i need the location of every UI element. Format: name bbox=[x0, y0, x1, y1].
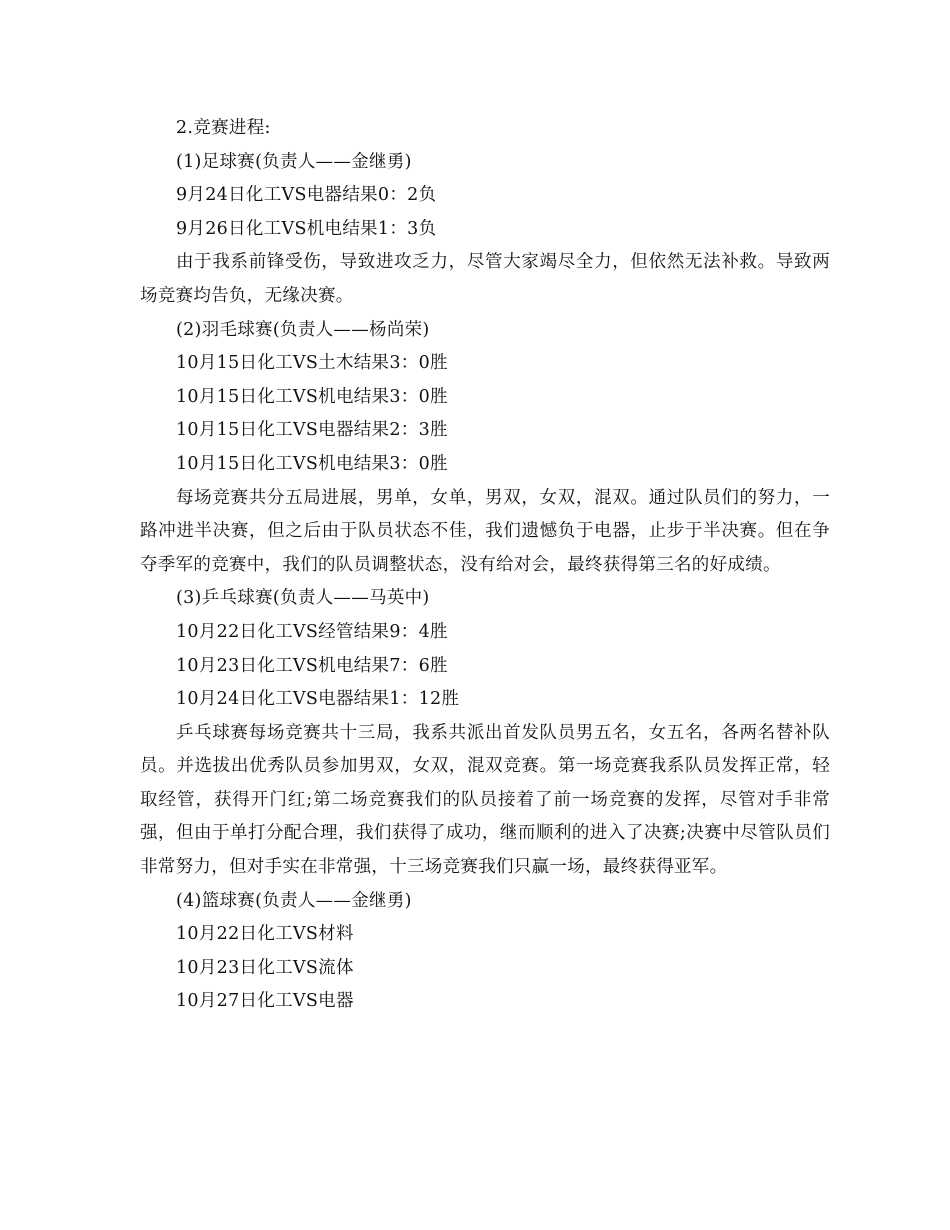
football-heading: (1)足球赛(负责人——金继勇) bbox=[176, 151, 412, 172]
table-tennis-summary: 乒乓球赛每场竞赛共十三局，我系共派出首发队员男五名，女五名，各两名替补队员。并选拔出优秀队员参加男双，女双，混双竞赛。第一场竞赛我系队员发挥正常，轻取经管，获得开门红;第二场竞赛我们的队员接着了前一场竞赛的发挥，尽管对手非常强，但由于单打分配合理，我们获得了成功，继而顺利的进入了决赛;决赛中尽管队员们非常努力，但对手实在非常强，十三场竞赛我们只赢一场，最终获得亚军。 bbox=[140, 722, 830, 878]
badminton-result: 10月15日化工VS机电结果3：0胜 bbox=[176, 386, 448, 407]
table-tennis-result: 10月23日化工VS机电结果7：6胜 bbox=[176, 655, 448, 676]
basketball-match: 10月22日化工VS材料 bbox=[176, 924, 354, 945]
badminton-result: 10月15日化工VS电器结果2：3胜 bbox=[176, 420, 448, 441]
document-body bbox=[140, 112, 830, 1019]
basketball-heading: (4)篮球赛(负责人——金继勇) bbox=[176, 890, 412, 911]
table-tennis-result: 10月22日化工VS经管结果9：4胜 bbox=[176, 621, 448, 642]
football-result: 9月24日化工VS电器结果0：2负 bbox=[176, 185, 437, 206]
football-summary: 由于我系前锋受伤，导致进攻乏力，尽管大家竭尽全力，但依然无法补救。导致两场竞赛均告负，无缘决赛。 bbox=[140, 252, 830, 306]
table-tennis-result: 10月24日化工VS电器结果1：12胜 bbox=[176, 689, 460, 710]
table-tennis-heading: (3)乒乓球赛(负责人——马英中) bbox=[176, 588, 430, 609]
badminton-result: 10月15日化工VS土木结果3：0胜 bbox=[176, 353, 448, 374]
badminton-result: 10月15日化工VS机电结果3：0胜 bbox=[176, 453, 448, 474]
section-heading: 2.竞赛进程: bbox=[176, 118, 271, 138]
basketball-match: 10月23日化工VS流体 bbox=[176, 957, 354, 978]
basketball-match: 10月27日化工VS电器 bbox=[176, 991, 354, 1012]
badminton-heading: (2)羽毛球赛(负责人——杨尚荣) bbox=[176, 319, 430, 340]
football-result: 9月26日化工VS机电结果1：3负 bbox=[176, 218, 437, 239]
badminton-summary: 每场竞赛共分五局进展，男单，女单，男双，女双，混双。通过队员们的努力，一路冲进半决赛，但之后由于队员状态不佳，我们遗憾负于电器，止步于半决赛。但在争夺季军的竞赛中，我们的队员调整状态，没有给对会，最终获得第三名的好成绩。 bbox=[140, 487, 830, 575]
